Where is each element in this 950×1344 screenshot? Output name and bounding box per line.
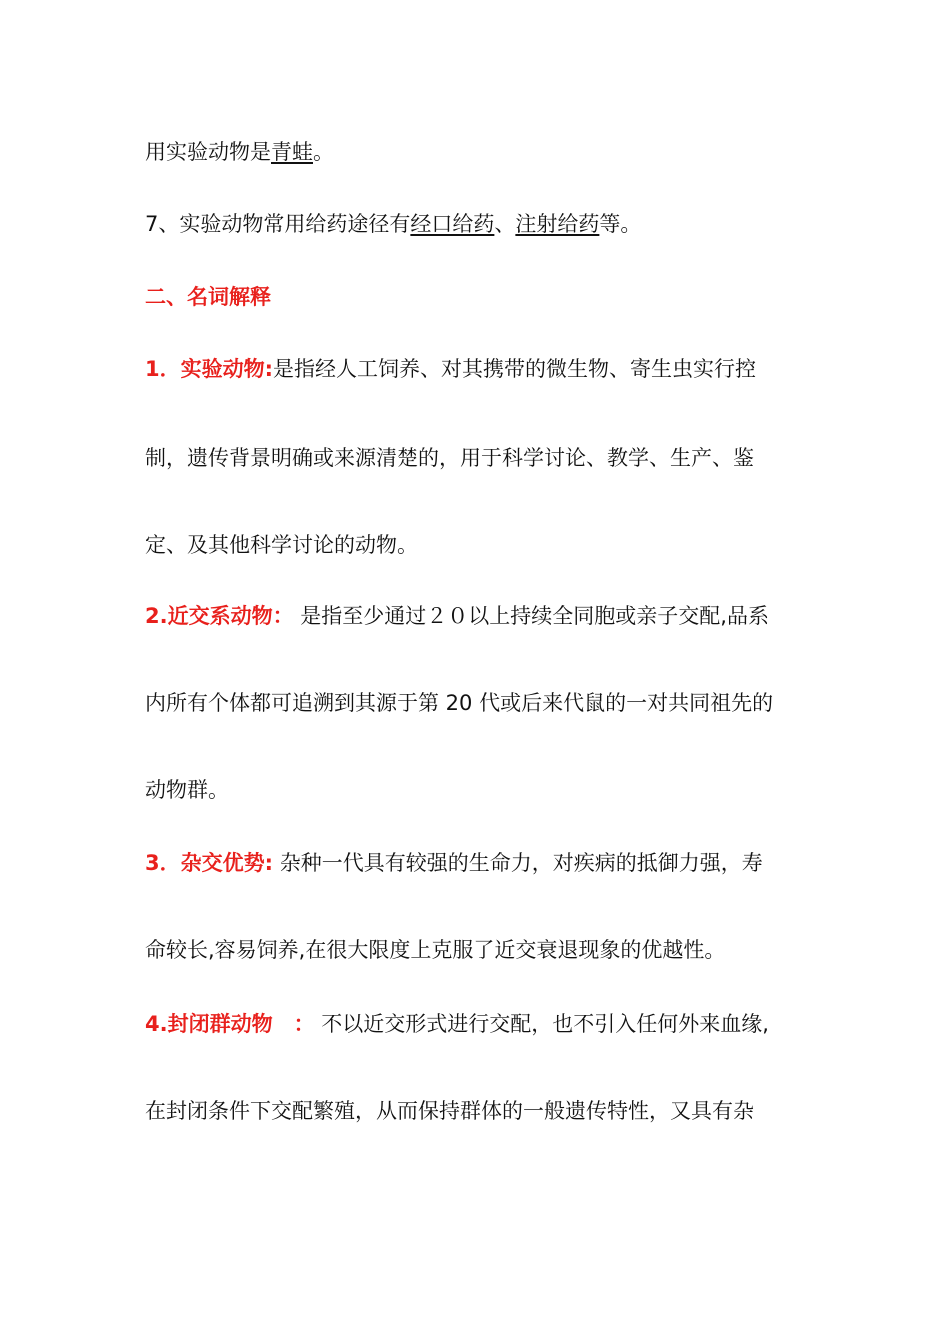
answer-underline: 青蛙 xyxy=(271,140,313,164)
definition-line: 命较长,容易饲养,在很大限度上克服了近交衰退现象的优越性。 xyxy=(145,938,726,962)
section-heading: 二、名词解释 xyxy=(145,285,271,309)
term-label: 1．实验动物: xyxy=(145,357,274,381)
term-label: 2.近交系动物： xyxy=(145,604,294,628)
paragraph-line xyxy=(145,209,641,239)
paragraph-line xyxy=(145,137,334,167)
term-label: 4.封闭群动物 ： xyxy=(145,1012,315,1036)
term-definition-line xyxy=(145,601,769,631)
definition-text: 杂种一代具有较强的生命力，对疾病的抵御力强，寿 xyxy=(273,851,763,875)
definition-text: 是指至少通过２０以上持续全同胞或亲子交配,品系 xyxy=(293,604,769,628)
term-label: 3．杂交优势: xyxy=(145,851,274,875)
text-span: 。 xyxy=(313,140,334,164)
definition-line: 动物群。 xyxy=(145,778,229,802)
definition-line: 定、及其他科学讨论的动物。 xyxy=(145,533,418,557)
text-span: 等。 xyxy=(599,212,642,236)
term-definition-line xyxy=(145,1009,769,1039)
definition-text: 是指经人工饲养、对其携带的微生物、寄生虫实行控 xyxy=(273,357,757,381)
text-span: 用实验动物是 xyxy=(145,140,271,164)
definition-line: 在封闭条件下交配繁殖，从而保持群体的一般遗传特性，又具有杂 xyxy=(145,1099,754,1123)
definition-line: 制，遗传背景明确或来源清楚的，用于科学讨论、教学、生产、鉴 xyxy=(145,446,754,470)
definition-line: 内所有个体都可追溯到其源于第 20 代或后来代鼠的一对共同祖先的 xyxy=(145,691,774,715)
term-definition-line xyxy=(145,354,756,384)
text-span: 7、实验动物常用给药途径有 xyxy=(145,212,411,236)
answer-underline: 注射给药 xyxy=(515,212,600,236)
text-span: 、 xyxy=(494,212,516,236)
term-definition-line xyxy=(145,848,763,878)
answer-underline: 经口给药 xyxy=(410,212,495,236)
definition-text: 不以近交形式进行交配，也不引入任何外来血缘, xyxy=(314,1012,769,1036)
